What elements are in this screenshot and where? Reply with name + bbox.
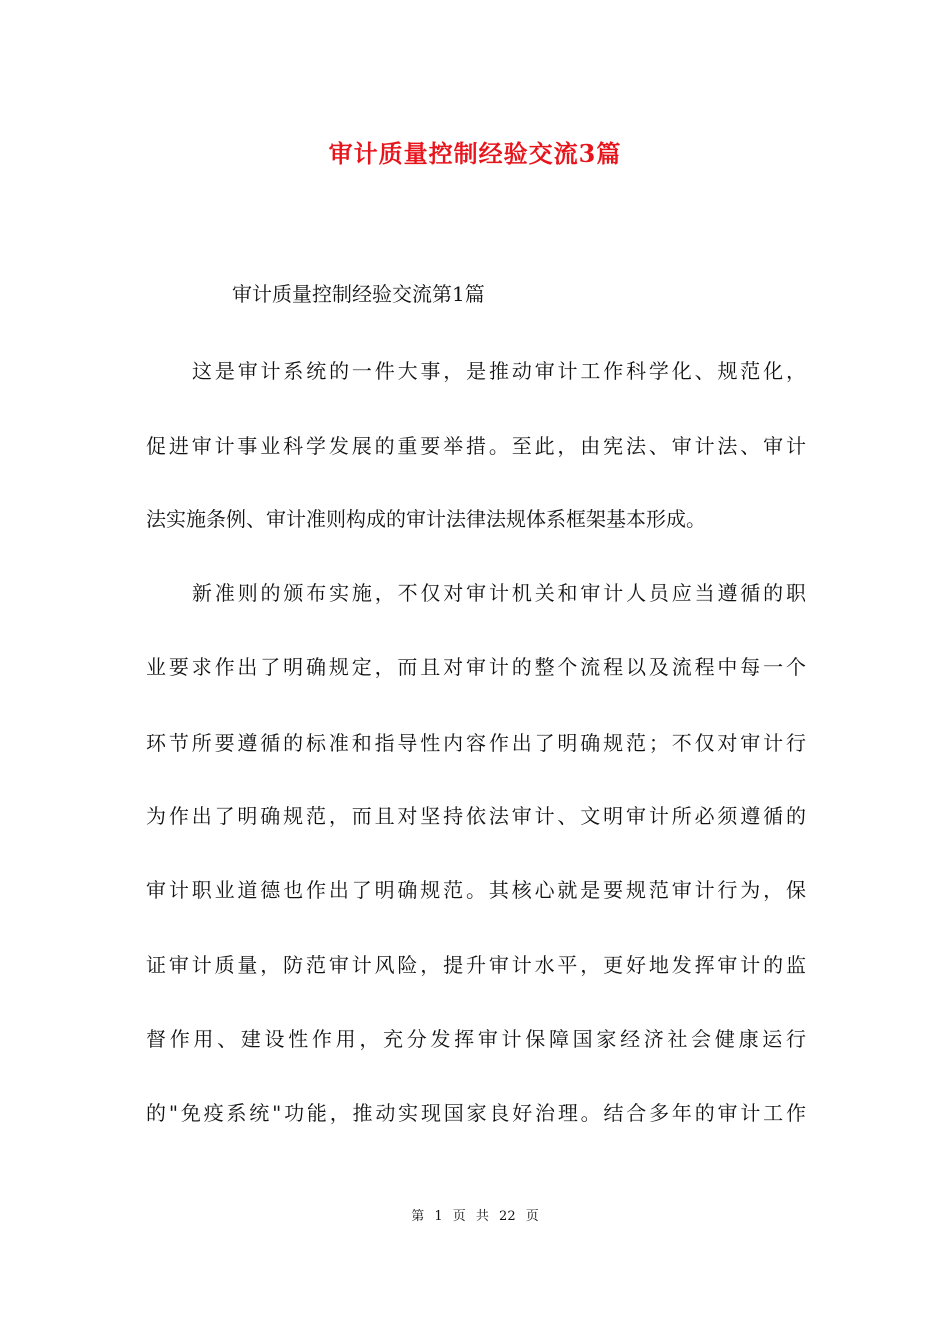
paragraph-2-line-5: 审计职业道德也作出了明确规范。其核心就是要规范审计行为，保 — [146, 878, 806, 902]
paragraph-2-line-7: 督作用、建设性作用，充分发挥审计保障国家经济社会健康运行 — [146, 1027, 806, 1051]
paragraph-2-line-8: 的"免疫系统"功能，推动实现国家良好治理。结合多年的审计工作 — [146, 1101, 806, 1125]
paragraph-1-line-2: 促进审计事业科学发展的重要举措。至此，由宪法、审计法、审计 — [146, 434, 806, 458]
paragraph-2-line-1: 新准则的颁布实施，不仅对审计机关和审计人员应当遵循的职 — [192, 581, 806, 605]
page-number-footer: 第 1 页 共 22 页 — [411, 1209, 539, 1224]
paragraph-2-line-6: 证审计质量，防范审计风险，提升审计水平，更好地发挥审计的监 — [146, 953, 806, 977]
section-subtitle: 审计质量控制经验交流第1篇 — [232, 282, 485, 306]
paragraph-2-line-3: 环节所要遵循的标准和指导性内容作出了明确规范；不仅对审计行 — [146, 731, 806, 755]
paragraph-2-line-2: 业要求作出了明确规定，而且对审计的整个流程以及流程中每一个 — [146, 655, 806, 679]
document-title: 审计质量控制经验交流3篇 — [328, 139, 622, 168]
paragraph-2-line-4: 为作出了明确规范，而且对坚持依法审计、文明审计所必须遵循的 — [146, 804, 806, 828]
paragraph-1-line-3: 法实施条例、审计准则构成的审计法律法规体系框架基本形成。 — [146, 507, 706, 531]
paragraph-1-line-1: 这是审计系统的一件大事，是推动审计工作科学化、规范化， — [192, 359, 806, 383]
